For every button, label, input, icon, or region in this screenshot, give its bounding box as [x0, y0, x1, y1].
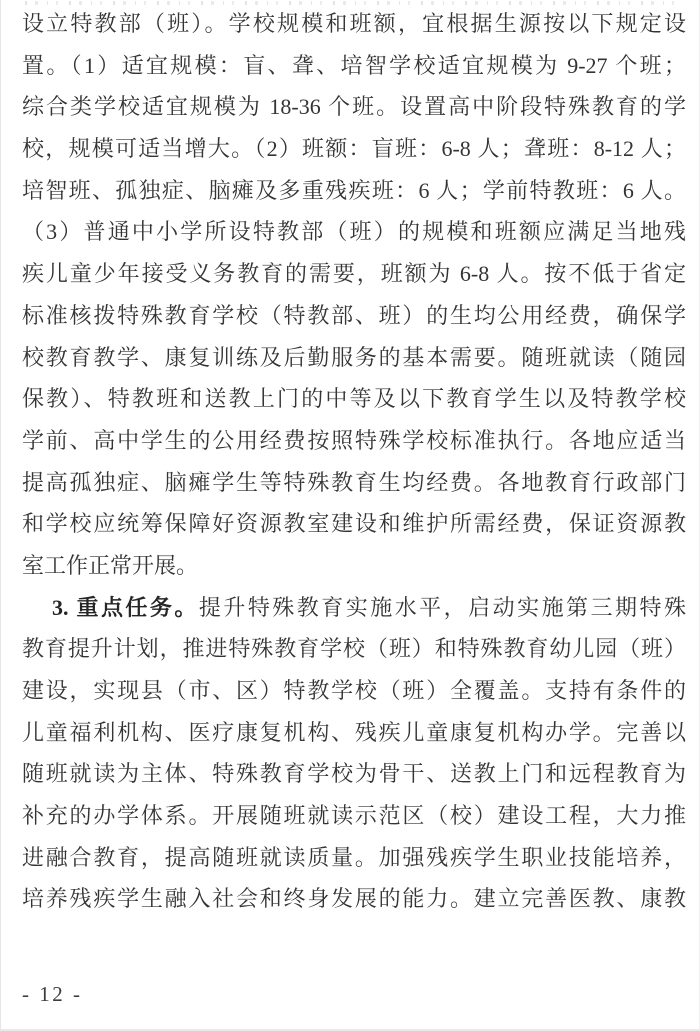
text-line: 置。（1）适宜规模：盲、聋、培智学校适宜规模为 9-27 个班； [22, 52, 686, 78]
document-body [22, 3, 686, 920]
text-line: 室工作正常开展。 [22, 552, 199, 578]
text-line: 综合类学校适宜规模为 18-36 个班。设置高中阶段特殊教育的学 [22, 94, 686, 120]
text-line: 校，规模可适当增大。（2）班额：盲班：6-8 人；聋班：8-12 人； [22, 136, 686, 162]
text-line: 教育提升计划，推进特殊教育学校（班）和特殊教育幼儿园（班） [22, 636, 686, 662]
text-line: 保教）、特教班和送教上门的中等及以下教育学生以及特教学校 [22, 386, 686, 412]
text-line: 进融合教育，提高随班就读质量。加强残疾学生职业技能培养， [22, 844, 686, 870]
text-line: 儿童福利机构、医疗康复机构、残疾儿童康复机构办学。完善以 [22, 719, 686, 745]
text-line: 设立特教部（班）。学校规模和班额，宜根据生源按以下规定设 [22, 11, 686, 36]
page-number: - 12 - [22, 982, 83, 1006]
text-line: 补充的办学体系。开展随班就读示范区（校）建设工程，大力推 [22, 803, 686, 829]
text-line: 校教育教学、康复训练及后勤服务的基本需要。随班就读（随园 [22, 344, 686, 370]
text-line: （3）普通中小学所设特教部（班）的规模和班额应满足当地残 [22, 219, 686, 245]
text-line: 建设，实现县（市、区）特教学校（班）全覆盖。支持有条件的 [22, 678, 686, 703]
section-heading: 3. 重点任务。 [52, 594, 199, 620]
text-line: 疾儿童少年接受义务教育的需要，班额为 6-8 人。按不低于省定 [22, 261, 686, 287]
text-line: 随班就读为主体、特殊教育学校为骨干、送教上门和远程教育为 [22, 761, 686, 787]
text-line: 提高孤独症、脑瘫学生等特殊教育生均经费。各地教育行政部门 [22, 469, 686, 495]
text-line: 3. 重点任务。提升特殊教育实施水平，启动实施第三期特殊 [52, 594, 686, 620]
text-line: 培养残疾学生融入社会和终身发展的能力。建立完善医教、康教 [22, 886, 686, 912]
text-line: 学前、高中学生的公用经费按照特殊学校标准执行。各地应适当 [22, 427, 686, 453]
text-line: 标准核拨特殊教育学校（特教部、班）的生均公用经费，确保学 [22, 302, 686, 328]
text-line: 和学校应统筹保障好资源教室建设和维护所需经费，保证资源教 [22, 511, 686, 537]
text-line: 培智班、孤独症、脑瘫及多重残疾班：6 人；学前特教班：6 人。 [22, 177, 686, 203]
